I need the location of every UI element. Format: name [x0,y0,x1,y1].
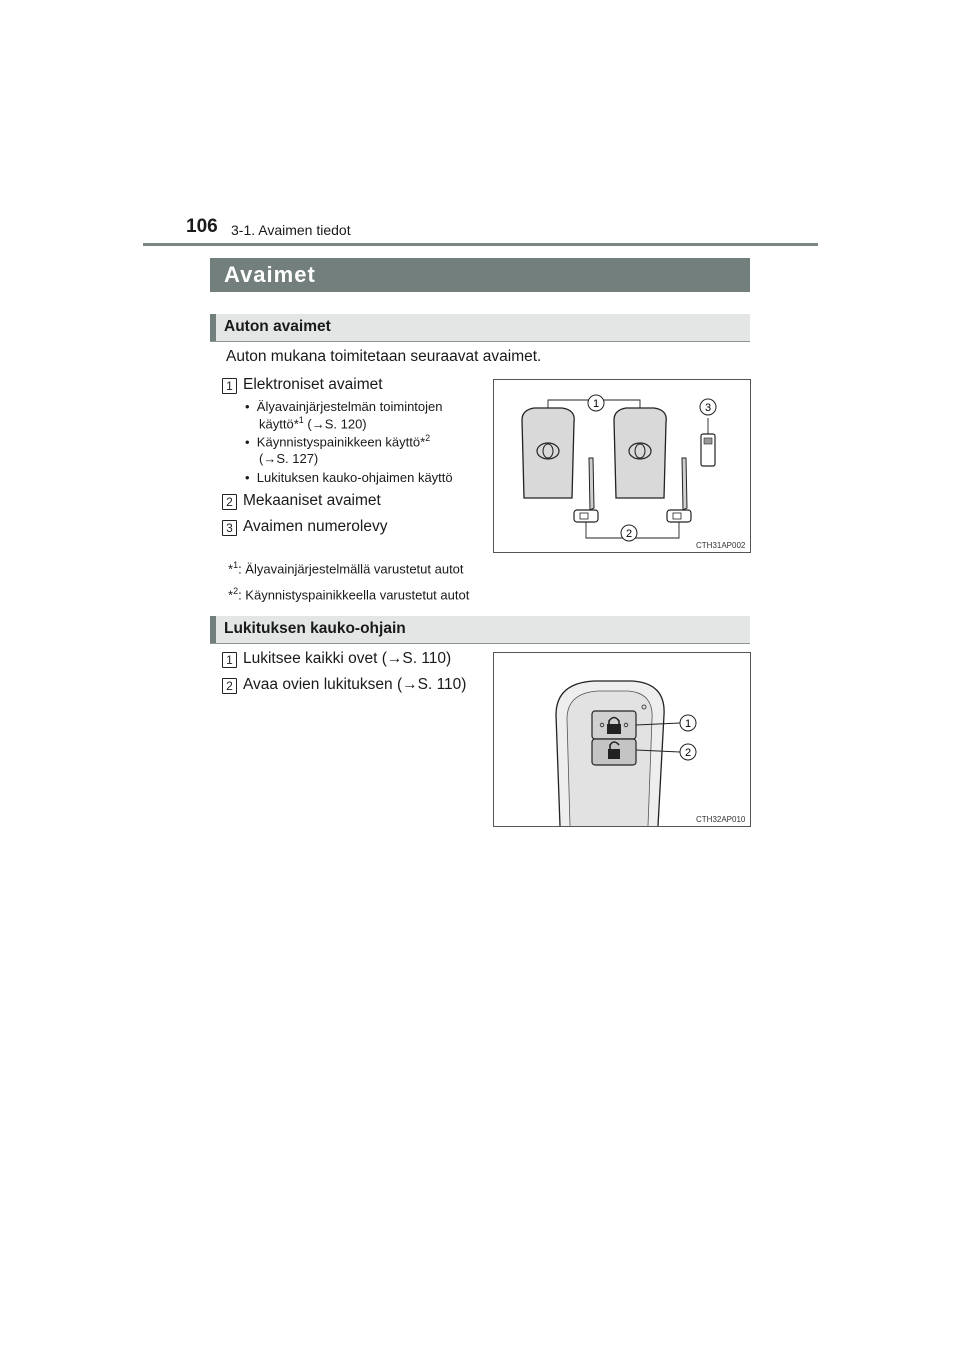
callout-2: 2 [684,747,692,759]
item-label-electronic-keys: Elektroniset avaimet [243,376,383,393]
section-heading-lukituksen-kauko-ohjain [210,616,750,644]
item-label-unlock: Avaa ovien lukituksen (→S. 110) [243,676,467,693]
figure-keys [493,379,751,553]
section-heading-auton-avaimet [210,314,750,342]
item-label-mechanical-keys: Mekaaniset avaimet [243,492,381,509]
item-number-2: 2 [222,494,237,510]
callout-1: 1 [684,718,692,730]
bullet-2: • Käynnistyspainikkeen käyttö*$^2$ [245,433,431,450]
item-number-2: 2 [222,678,237,694]
intro-text: Auton mukana toimitetaan seuraavat avaimet. [226,348,542,365]
figure-remote [493,652,751,827]
section-heading-text: Auton avaimet [224,318,331,335]
page-title-bar [210,258,750,292]
footnote-1: *$^1$: Älyavainjärjestelmällä varustetut autot [228,560,464,577]
item-number-3: 3 [222,520,237,536]
header-divider [143,243,818,246]
callout-1: 1 [592,398,600,410]
footnote-2: *$^2$: Käynnistyspainikkeella varustetut autot [228,586,470,603]
page-title: Avaimet [224,262,316,287]
chapter-title: 3-1. Avaimen tiedot [231,222,351,238]
item-label-key-number-plate: Avaimen numerolevy [243,518,388,535]
heading-accent [210,314,216,341]
item-label-lock: Lukitsee kaikki ovet (→S. 110) [243,650,452,667]
bullet-2-cont: (→S. 127) [259,451,319,466]
heading-accent [210,616,216,643]
item-number-1: 1 [222,378,237,394]
item-number-1: 1 [222,652,237,668]
page-number: 106 [186,216,218,237]
section-heading-text: Lukituksen kauko-ohjain [224,620,406,637]
keys-illustration [494,380,750,552]
bullet-1: • Älyavainjärjestelmän toimintojen [245,399,443,414]
figure-code: CTH32AP010 [696,815,746,824]
callout-2: 2 [625,528,633,540]
callout-3: 3 [704,402,712,414]
remote-illustration [494,653,750,826]
bullet-1-cont: käyttö*$^1$ (→S. 120) [259,415,367,432]
bullet-3: • Lukituksen kauko-ohjaimen käyttö [245,470,453,485]
figure-code: CTH31AP002 [696,541,746,550]
